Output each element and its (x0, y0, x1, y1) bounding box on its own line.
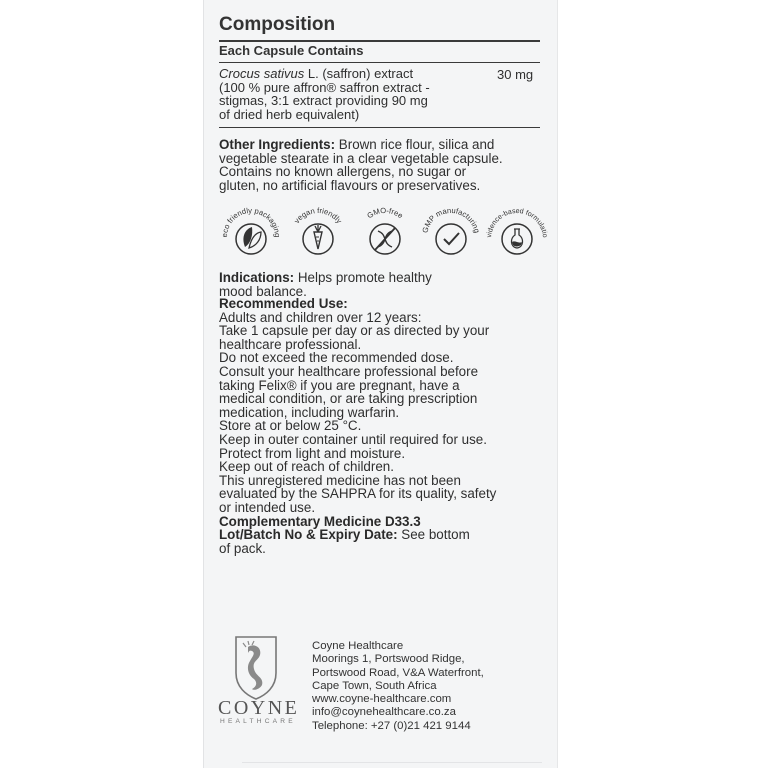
badge-gmp-manufacturing (419, 201, 483, 269)
bottom-edge (242, 762, 542, 763)
other-ingredients-line: Contains no known allergens, no sugar or (219, 164, 467, 180)
composition-bottom-rule (219, 127, 540, 128)
composition-heading: Composition (219, 14, 336, 35)
svg-text:eco friendly packaging: eco friendly packaging (219, 205, 283, 238)
usage-line: or intended use. (219, 499, 316, 515)
svg-text:GMP manufacturing: GMP manufacturing (420, 205, 482, 234)
ingredient-dose: 30 mg (497, 67, 534, 82)
badge-vegan-friendly (286, 201, 350, 269)
svg-text:GMO-free: GMO-free (365, 205, 405, 221)
address-line: Cape Town, South Africa (312, 679, 437, 692)
usage-line: Store at or below 25 °C. (219, 418, 362, 434)
indications-text: Helps promote healthy (294, 270, 432, 285)
ingredient-line: of dried herb equivalent) (219, 106, 360, 122)
other-ingredients-label: Other Ingredients: (219, 137, 336, 152)
flask-icon (511, 229, 522, 248)
complementary-medicine: Complementary Medicine D33.3 (219, 513, 421, 529)
badge-evidence-based (485, 201, 549, 269)
other-ingredients (219, 138, 549, 192)
ingredient-name-rest: L. (saffron) extract (304, 66, 414, 81)
company-address (312, 640, 484, 733)
coyne-logo-word: COYNE (218, 697, 300, 719)
other-ingredients-line: vegetable stearate in a clear vegetable capsule. (219, 150, 503, 166)
recommended-use (219, 297, 549, 555)
usage-line: Keep in outer container until required for use. (219, 431, 487, 447)
ingredient-line: stigmas, 3:1 extract providing 90 mg (219, 93, 428, 109)
svg-text:vegan friendly: vegan friendly (292, 205, 344, 226)
carrot-icon (314, 225, 322, 249)
usage-line: Consult your healthcare professional before (219, 363, 479, 379)
usage-line: This unregistered medicine has not been (219, 472, 461, 488)
capsule-contents-subheading: Each Capsule Contains (219, 43, 364, 58)
badge-gmo-free (353, 201, 417, 269)
website-link[interactable]: www.coyne-healthcare.com (312, 693, 452, 706)
dna-crossed-icon (375, 228, 395, 250)
ingredient-latin-name: Crocus sativus (219, 66, 305, 81)
other-ingredients-line: gluten, no artificial flavours or preservatives. (219, 177, 481, 193)
subheading-rule (219, 62, 540, 63)
svg-text:evidence-based formulation: vidence-based formulatio (486, 207, 549, 238)
address-line: Moorings 1, Portswood Ridge, (312, 653, 465, 666)
coyne-logo-subtitle: HEALTHCARE (220, 718, 296, 725)
usage-line: medical condition, or are taking prescription (219, 391, 478, 407)
usage-line: Do not exceed the recommended dose. (219, 350, 454, 366)
address-line: Portswood Road, V&A Waterfront, (312, 666, 484, 679)
usage-line: medication, including warfarin. (219, 404, 400, 420)
usage-line: Keep out of reach of children. (219, 459, 394, 475)
usage-line: taking Felix® if you are pregnant, have a (219, 377, 460, 393)
indications (219, 271, 549, 298)
lot-batch-text: See bottom (397, 527, 470, 543)
recommended-use-label: Recommended Use: (219, 296, 348, 311)
ingredient-description (219, 67, 481, 121)
certification-badges (219, 201, 559, 273)
usage-line: healthcare professional. (219, 336, 362, 352)
panel-edge-right (557, 0, 558, 768)
company-name: Coyne Healthcare (312, 640, 404, 652)
indications-label: Indications: (219, 270, 295, 285)
other-ingredients-text: Brown rice flour, silica and (335, 137, 495, 152)
leaf-icon (243, 227, 261, 248)
ingredient-line: (100 % pure affron® saffron extract - (219, 79, 430, 95)
lot-batch-line: of pack. (219, 540, 266, 556)
badge-eco-friendly (219, 201, 283, 269)
heading-rule (219, 40, 540, 42)
telephone: Telephone: +27 (0)21 421 9144 (312, 719, 471, 732)
lot-batch-label: Lot/Batch No & Expiry Date: (219, 527, 398, 543)
checkmark-icon (444, 233, 459, 244)
indications-line: mood balance. (219, 283, 307, 299)
usage-line: Take 1 capsule per day or as directed by your (219, 323, 490, 339)
email-link[interactable]: info@coynehealthcare.co.za (312, 706, 456, 719)
usage-line: Protect from light and moisture. (219, 445, 406, 461)
usage-line: evaluated by the SAHPRA for its quality, safety (219, 486, 497, 502)
usage-line: Adults and children over 12 years: (219, 309, 422, 325)
panel-edge-left (203, 0, 204, 768)
